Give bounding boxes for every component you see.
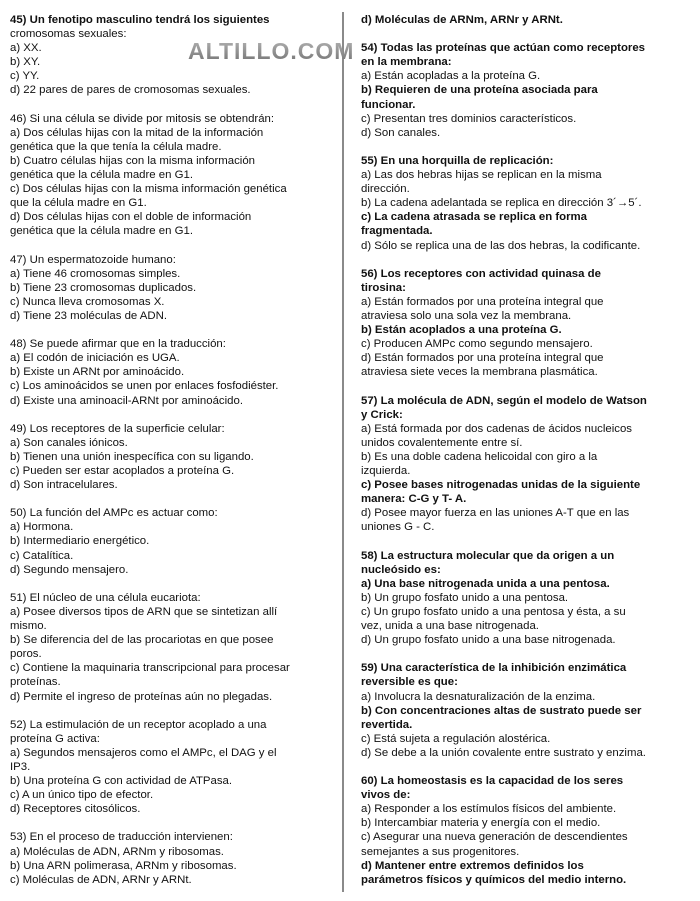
question-text: 54) Todas las proteínas que actúan como receptores en la membrana:	[361, 42, 646, 69]
answer-option: c) Presentan tres dominios característicos.	[361, 112, 577, 125]
answer-option: a) Moléculas de ADN, ARNm y ribosomas.	[10, 845, 224, 858]
question-block	[361, 267, 696, 380]
question-text: 51) El núcleo de una célula eucariota:	[10, 591, 201, 604]
answer-option: b) Se diferencia del de las procariotas en que posee poros.	[10, 634, 274, 661]
answer-option: a) XX.	[10, 42, 42, 55]
column-divider	[342, 12, 344, 892]
answer-option: a) Responder a los estímulos físicos del ambiente.	[361, 803, 617, 816]
answer-option: c) Nunca lleva cromosomas X.	[10, 295, 165, 308]
question-block	[10, 112, 345, 239]
answer-option: c) Posee bases nitrogenadas unidas de la siguiente manera: C-G y T- A.	[361, 479, 641, 506]
question-text: 57) La molécula de ADN, según el modelo de Watson y Crick:	[361, 394, 647, 421]
answer-option: a) Segundos mensajeros como el AMPc, el DAG y el IP3.	[10, 746, 277, 773]
answer-option: b) Una proteína G con actividad de ATPasa.	[10, 775, 233, 788]
answer-option: c) Producen AMPc como segundo mensajero.	[361, 338, 593, 351]
answer-option: a) Tiene 46 cromosomas simples.	[10, 267, 181, 280]
answer-option: a) El codón de iniciación es UGA.	[10, 352, 180, 365]
answer-option: c) Contiene la maquinaria transcripcional para procesar proteínas.	[10, 662, 290, 689]
answer-option: c) Dos células hijas con la misma información genética que la célula madre en G1.	[10, 183, 287, 210]
answer-option: c) A un único tipo de efector.	[10, 789, 154, 802]
answer-option: a) Están acopladas a la proteína G.	[361, 70, 541, 83]
answer-option: c) Un grupo fosfato unido a una pentosa y ésta, a su vez, unida a una base nitrogenada.	[361, 605, 626, 633]
answer-option: b) Una ARN polimerasa, ARNm y ribosomas.	[10, 859, 237, 872]
question-text: 60) La homeostasis es la capacidad de los seres vivos de:	[361, 775, 624, 802]
question-text: 52) La estimulación de un receptor acoplado a una proteína G activa:	[10, 718, 267, 745]
question-block	[361, 774, 696, 887]
question-text: 58) La estructura molecular que da origen a un nucleósido es:	[361, 549, 615, 576]
answer-option: b) Un grupo fosfato unido a una pentosa.	[361, 591, 569, 604]
answer-option: d) Un grupo fosfato unido a una base nitrogenada.	[361, 634, 616, 647]
question-text: 47) Un espermatozoide humano:	[10, 253, 176, 266]
answer-option: c) La cadena atrasada se replica en forma fragmentada.	[361, 211, 588, 238]
answer-option: d) 22 pares de pares de cromosomas sexuales.	[10, 84, 251, 97]
question-text: 49) Los receptores de la superficie celular:	[10, 422, 225, 435]
answer-option: a) Dos células hijas con la mitad de la información genética que la que tenía la célula madre.	[10, 126, 264, 153]
question-text: 50) La función del AMPc es actuar como:	[10, 507, 218, 520]
answer-option: d) Mantener entre extremos definidos los parámetros físicos y químicos del medio interno.	[361, 859, 627, 886]
question-text: 55) En una horquilla de replicación:	[361, 154, 554, 167]
watermark-logo: ALTILLO.COM	[188, 38, 355, 64]
question-block	[10, 506, 345, 576]
answer-option: b) Tiene 23 cromosomas duplicados.	[10, 281, 197, 294]
answer-option: c) Catalítica.	[10, 549, 74, 562]
right-column	[361, 13, 696, 901]
question-block	[10, 422, 345, 492]
answer-option: a) Están formados por una proteína integral que atraviesa solo una sola vez la membrana.	[361, 295, 604, 322]
answer-option: a) Las dos hebras hijas se replican en la misma dirección.	[361, 169, 602, 196]
answer-option: d) Se debe a la unión covalente entre sustrato y enzima.	[361, 746, 646, 759]
answer-option: d) Moléculas de ARNm, ARNr y ARNt.	[361, 14, 563, 26]
question-text: 59) Una característica de la inhibición enzimática reversible es que:	[361, 662, 627, 689]
answer-option: b) Tienen una unión inespecífica con su ligando.	[10, 450, 254, 463]
answer-option: d) Sólo se replica una de las dos hebras, la codificante.	[361, 239, 641, 252]
answer-option: a) Una base nitrogenada unida a una pentosa.	[361, 577, 610, 590]
answer-option: b) Es una doble cadena helicoidal con giro a la izquierda.	[361, 450, 598, 477]
question-text: 46) Si una célula se divide por mitosis se obtendrán:	[10, 112, 275, 125]
answer-option: c) Está sujeta a regulación alostérica.	[361, 732, 551, 745]
question-text: 48) Se puede afirmar que en la traducción:	[10, 338, 226, 351]
question-block	[10, 591, 345, 704]
answer-option: a) Posee diversos tipos de ARN que se sintetizan allí mismo.	[10, 605, 278, 633]
question-block	[361, 549, 696, 648]
answer-option: d) Son intracelulares.	[10, 479, 118, 492]
answer-option: b) Requieren de una proteína asociada para funcionar.	[361, 84, 598, 111]
question-text: 53) En el proceso de traducción intervienen:	[10, 831, 233, 844]
answer-option: b) Con concentraciones altas de sustrato puede ser revertida.	[361, 704, 642, 731]
answer-option: c) Los aminoácidos se unen por enlaces fosfodiéster.	[10, 380, 279, 393]
answer-option: d) Tiene 23 moléculas de ADN.	[10, 309, 168, 322]
question-text: 56) Los receptores con actividad quinasa de tirosina:	[361, 267, 601, 294]
answer-option: c) Pueden ser estar acoplados a proteína G.	[10, 465, 235, 477]
answer-option: d) Permite el ingreso de proteínas aún no plegadas.	[10, 690, 273, 703]
question-block	[10, 830, 345, 886]
answer-option: d) Segundo mensajero.	[10, 563, 129, 576]
answer-option: c) Asegurar una nueva generación de descendientes semejantes a sus progenitores.	[361, 831, 628, 858]
question-block	[361, 13, 696, 27]
question-block	[10, 253, 345, 323]
answer-option: a) Son canales iónicos.	[10, 436, 128, 449]
question-block	[361, 661, 696, 760]
answer-option: d) Receptores citosólicos.	[10, 803, 141, 816]
answer-option: b) Están acoplados a una proteína G.	[361, 324, 562, 337]
question-block	[10, 337, 345, 407]
left-column	[10, 13, 345, 901]
question-text: 45) Un fenotipo masculino tendrá los siguientes	[10, 14, 270, 26]
answer-option: b) Existe un ARNt por aminoácido.	[10, 366, 185, 379]
question-block	[361, 394, 696, 535]
answer-option: c) YY.	[10, 70, 40, 83]
answer-option: a) Hormona.	[10, 521, 74, 534]
answer-option: b) Intermediario energético.	[10, 535, 150, 548]
answer-option: d) Existe una aminoacil-ARNt por aminoácido.	[10, 394, 243, 407]
question-block	[361, 154, 696, 253]
answer-option: d) Están formados por una proteína integral que atraviesa siete veces la membrana plasmática.	[361, 352, 604, 379]
answer-option: cromosomas sexuales:	[10, 28, 127, 41]
answer-option: d) Posee mayor fuerza en las uniones A-T que en las uniones G - C.	[361, 507, 630, 534]
question-block	[10, 718, 345, 817]
answer-option: c) Moléculas de ADN, ARNr y ARNt.	[10, 873, 192, 886]
answer-option: a) Está formada por dos cadenas de ácidos nucleicos unidos covalentemente entre sí.	[361, 422, 633, 449]
answer-option: b) La cadena adelantada se replica en dirección 3´→5´.	[361, 197, 642, 210]
answer-option: d) Son canales.	[361, 126, 441, 139]
answer-option: b) Cuatro células hijas con la misma información genética que la célula madre en G1.	[10, 154, 255, 182]
answer-option: a) Involucra la desnaturalización de la enzima.	[361, 690, 596, 703]
answer-option: b) XY.	[10, 56, 41, 69]
answer-option: b) Intercambiar materia y energía con el medio.	[361, 817, 601, 830]
question-block	[361, 41, 696, 140]
answer-option: d) Dos células hijas con el doble de información genética que la célula madre en G1.	[10, 211, 252, 238]
